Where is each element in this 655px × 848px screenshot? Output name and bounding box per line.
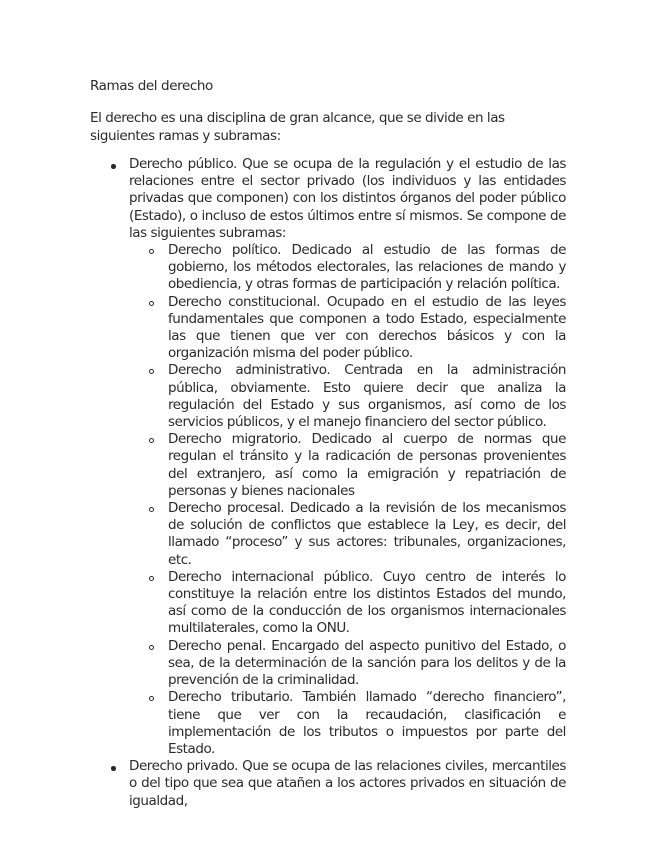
intro-paragraph: El derecho es una disciplina de gran alcance, que se divide en las siguientes ramas y subramas:: [90, 110, 505, 144]
subbranch-derecho-penal: Derecho penal. Encargado del aspecto punitivo del Estado, o sea, de la determinación de la sanción para los delitos y de la prevención de la criminalidad.: [129, 638, 566, 690]
subbranch-derecho-procesal: Derecho procesal. Dedicado a la revisión de los mecanismos de solución de conflictos que establece la Ley, es decir, del llamado “proceso” y sus actores: tribunales, organizaciones, etc.: [129, 500, 566, 569]
subbranch-derecho-politico: Derecho político. Dedicado al estudio de las formas de gobierno, los métodos electorales, las relaciones de mando y obediencia, y otras formas de participación y relación política.: [129, 242, 566, 294]
branch-derecho-privado: [90, 758, 566, 810]
subbranch-derecho-migratorio: Derecho migratorio. Dedicado al cuerpo de normas que regulan el tránsito y la radicación de personas provenientes del extranjero, así como la emigración y repatriación de personas y bienes nacionales: [129, 431, 566, 500]
subbranch-derecho-constitucional: Derecho constitucional. Ocupado en el estudio de las leyes fundamentales que componen a todo Estado, especialmente las que tienen que ver con derechos básicos y con la organización misma del poder público.: [129, 294, 566, 363]
subbranch-derecho-tributario: Derecho tributario. También llamado “derecho financiero”, tiene que ver con la recaudación, clasificación e implementación de los tributos o impuestos por parte del Estado.: [129, 689, 566, 758]
document-title: Ramas del derecho: [90, 78, 213, 94]
branch-text: Derecho público. Que se ocupa de la regulación y el estudio de las relaciones entre el sector privado (los individuos y las entidades privadas que componen) con los distintos órganos del poder público (Estado), o incluso de estos últimos entre sí mismos. Se compone de las siguientes subramas:: [129, 156, 566, 241]
subbranches-list: [129, 242, 566, 758]
subbranch-derecho-administrativo: Derecho administrativo. Centrada en la administración pública, obviamente. Esto quiere decir que analiza la regulación del Estado y sus organismos, así como de los servicios públicos, y el manejo financiero del sector público.: [129, 362, 566, 431]
branch-text: Derecho privado. Que se ocupa de las relaciones civiles, mercantiles o del tipo que sea que atañen a los actores privados en situación de igualdad,: [129, 758, 566, 809]
branches-list: [90, 156, 566, 810]
subbranch-derecho-internacional-publico: Derecho internacional público. Cuyo centro de interés lo constituye la relación entre los distintos Estados del mundo, así como de la conducción de los organismos internacionales multilaterales, como la ONU.: [129, 569, 566, 638]
branch-derecho-publico: [90, 156, 566, 758]
